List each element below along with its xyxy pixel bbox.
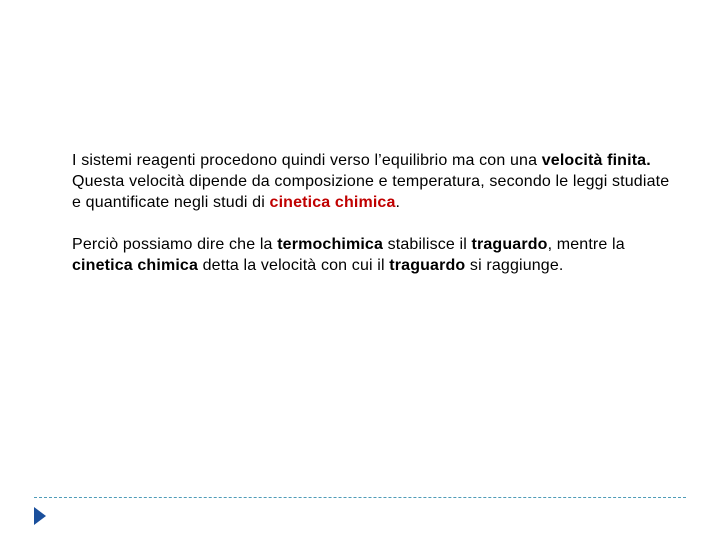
p2-text-4: detta la velocità con cui il <box>198 257 390 274</box>
footer-divider <box>34 497 686 498</box>
p1-text-2: Questa velocità dipende da composizione e temperatura, secondo le leggi studiate e quantificate negli studi di <box>72 173 670 211</box>
play-arrow-icon[interactable] <box>34 507 46 525</box>
p2-bold-traguardo-2: traguardo <box>389 257 466 274</box>
p2-bold-cinetica-chimica: cinetica chimica <box>72 257 199 274</box>
p1-text-1: I sistemi reagenti procedono quindi verso l’equilibrio ma con una <box>72 152 542 169</box>
p2-text-5: si raggiunge. <box>465 257 564 274</box>
p2-bold-traguardo-1: traguardo <box>471 236 548 253</box>
p2-bold-termochimica: termochimica <box>277 236 384 253</box>
p2-text-1: Perciò possiamo dire che la <box>72 236 278 253</box>
paragraph-equilibrium <box>72 150 672 213</box>
paragraph-conclusion <box>72 234 672 276</box>
p1-text-3: . <box>395 194 401 211</box>
p1-bold-velocita-finita: velocità finita. <box>541 152 651 169</box>
p2-text-2: stabilisce il <box>383 236 472 253</box>
slide-body <box>72 150 672 276</box>
p2-text-3: , mentre la <box>547 236 625 253</box>
p1-red-cinetica-chimica: cinetica chimica <box>269 194 396 211</box>
